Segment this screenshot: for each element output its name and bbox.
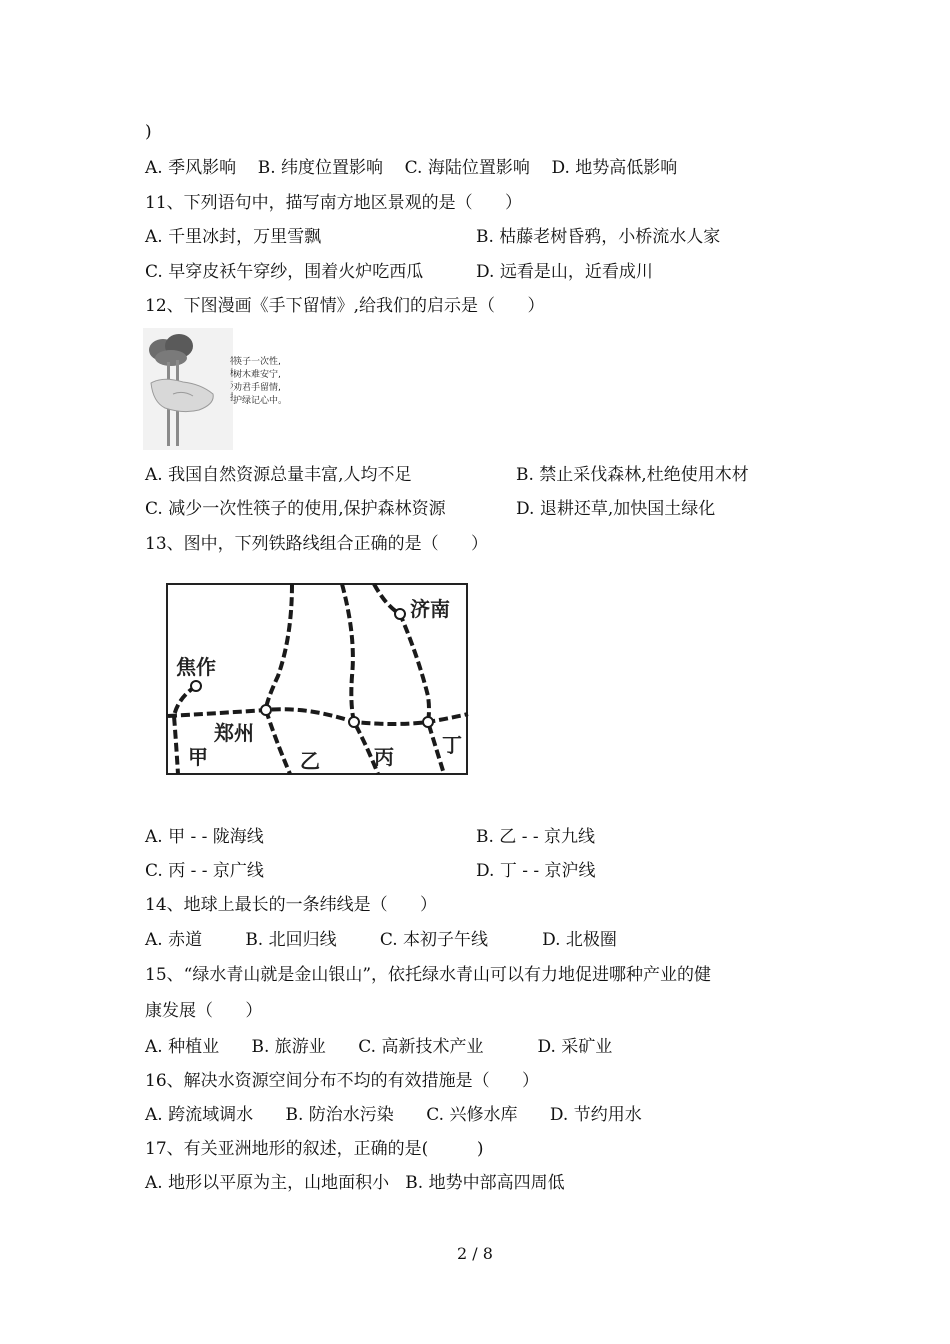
q11-option-d: D. 远看是山，近看成川 xyxy=(476,262,653,282)
map-label-jinan: 济南 xyxy=(410,597,450,621)
q13-option-a: A. 甲 - - 陇海线 xyxy=(145,827,264,847)
q14-options: A. 赤道 B. 北回归线 C. 本初子午线 D. 北极圈 xyxy=(145,930,617,950)
q15-stem-1: 15、“绿水青山就是金山银山”，依托绿水青山可以有力地促进哪种产业的健 xyxy=(145,965,712,985)
q16-stem: 16、解决水资源空间分布不均的有效措施是（ ） xyxy=(145,1071,540,1091)
map-label-yi: 乙 xyxy=(300,749,320,773)
q11-option-b: B. 枯藤老树昏鸦，小桥流水人家 xyxy=(476,227,721,247)
q15-options: A. 种植业 B. 旅游业 C. 高新技术产业 D. 采矿业 xyxy=(145,1037,613,1057)
map-label-ding: 丁 xyxy=(442,733,462,757)
map-label-zhengzhou: 郑州 xyxy=(214,721,254,745)
q15-stem-2: 康发展（ ） xyxy=(145,1001,263,1021)
q13-option-b: B. 乙 - - 京九线 xyxy=(476,827,595,847)
q13-stem: 13、图中，下列铁路线组合正确的是（ ） xyxy=(145,534,489,554)
q14-stem: 14、地球上最长的一条纬线是（ ） xyxy=(145,895,438,915)
map-label-jia: 甲 xyxy=(188,745,208,769)
q11-option-c: C. 早穿皮袄午穿纱，围着火炉吃西瓜 xyxy=(145,262,424,282)
cartoon-caption-1: 筷子一次性, xyxy=(233,357,281,367)
chopsticks-cartoon xyxy=(143,328,233,450)
q11-option-a: A. 千里冰封，万里雪飘 xyxy=(145,227,322,247)
cartoon-caption-3: 劝君手留情, xyxy=(233,383,281,393)
cartoon-caption-2: 树木难安宁, xyxy=(233,370,281,380)
q10-options: A. 季风影响 B. 纬度位置影响 C. 海陆位置影响 D. 地势高低影响 xyxy=(145,158,678,178)
q12-option-a: A. 我国自然资源总量丰富,人均不足 xyxy=(145,465,412,485)
page-number: 2 / 8 xyxy=(457,1244,493,1263)
q17-stem: 17、有关亚洲地形的叙述，正确的是( ) xyxy=(145,1139,484,1159)
q11-stem: 11、下列语句中，描写南方地区景观的是（ ） xyxy=(145,193,523,213)
q16-options: A. 跨流域调水 B. 防治水污染 C. 兴修水库 D. 节约用水 xyxy=(145,1105,642,1125)
map-label-bing: 丙 xyxy=(374,745,394,769)
map-label-jiaozuo: 焦作 xyxy=(176,655,216,679)
q12-stem: 12、下图漫画《手下留情》,给我们的启示是（ ） xyxy=(145,296,545,316)
railway-map xyxy=(166,576,470,778)
q17-options: A. 地形以平原为主，山地面积小 B. 地势中部高四周低 xyxy=(145,1173,565,1193)
q10-bracket: ) xyxy=(145,122,152,142)
q13-option-d: D. 丁 - - 京沪线 xyxy=(476,861,596,881)
q13-option-c: C. 丙 - - 京广线 xyxy=(145,861,264,881)
q12-option-c: C. 减少一次性筷子的使用,保护森林资源 xyxy=(145,499,446,519)
q12-option-b: B. 禁止采伐森林,杜绝使用木材 xyxy=(516,465,749,485)
cartoon-caption-4: 护绿记心中。 xyxy=(233,396,288,406)
q12-option-d: D. 退耕还草,加快国土绿化 xyxy=(516,499,716,519)
